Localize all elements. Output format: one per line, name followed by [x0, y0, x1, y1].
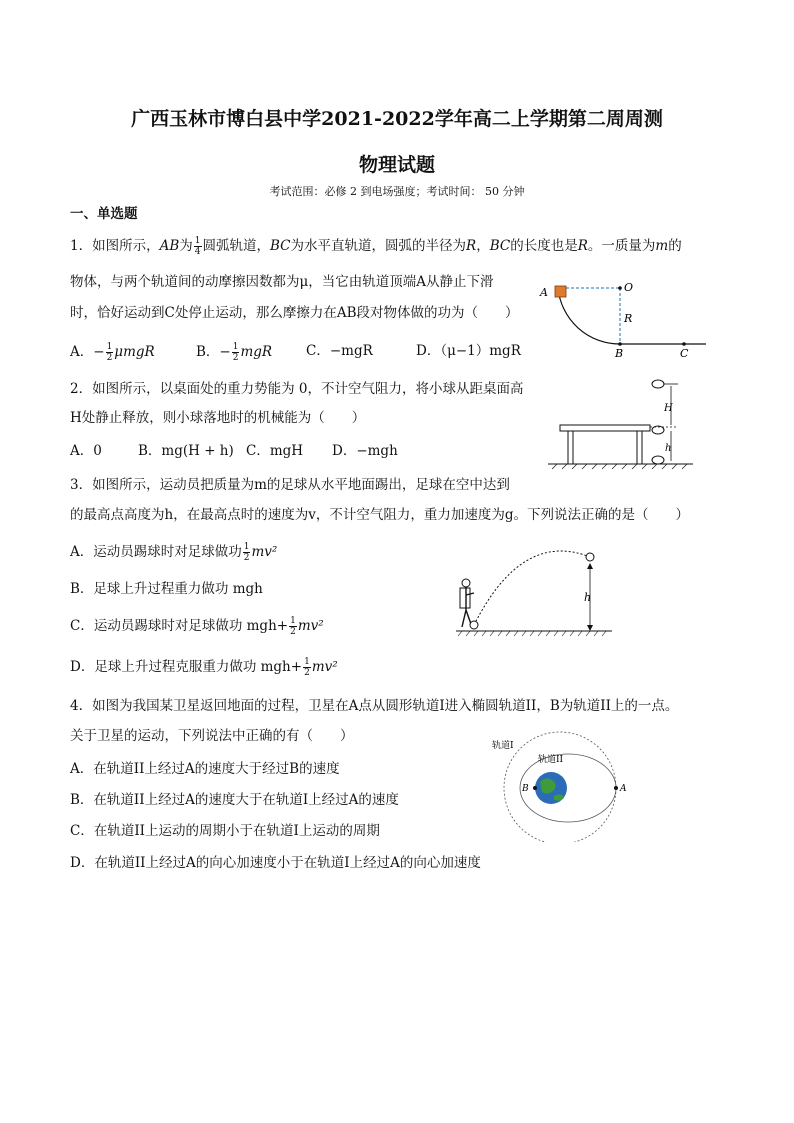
label-h: h — [584, 591, 592, 604]
q2-figure — [548, 375, 698, 470]
q2-option-a: A．0 — [70, 443, 102, 459]
q2-option-d: D．−mgh — [332, 443, 398, 459]
section-label: 一、单选题 — [70, 206, 138, 222]
q1-option-b: B．− $\frac{1}{2}$ mgR — [196, 342, 273, 363]
q4-option-d: D．在轨道II上经过A的向心加速度小于在轨道I上经过A的向心加速度 — [70, 855, 481, 871]
q3-option-c: C．运动员踢球时对足球做功 mgh+ $\frac{1}{2}$ mv² — [70, 616, 324, 637]
q1-option-d: D．（μ−1）mgR — [416, 343, 521, 359]
table-leg-left — [568, 431, 573, 464]
q2-line2: H处静止释放，则小球落地时的机械能为（ ） — [70, 410, 366, 426]
q2-option-b: B．mg(H + h) — [138, 443, 234, 459]
label-o: O — [624, 281, 634, 294]
point-o — [618, 286, 622, 290]
ball-start-icon — [470, 621, 478, 629]
ball-top-icon — [652, 380, 664, 388]
exam-info: 考试范围：必修 2 到电场强度；考试时间： 50 分钟 — [269, 185, 525, 198]
label-c: C — [680, 347, 689, 360]
q4-option-c: C．在轨道II上运动的周期小于在轨道I上运动的周期 — [70, 823, 380, 839]
q4-option-a: A．在轨道II上经过A的速度大于经过B的速度 — [70, 761, 340, 777]
ground-hatching — [458, 631, 606, 636]
q4-option-b: B．在轨道II上经过A的速度大于在轨道I上经过A的速度 — [70, 792, 399, 808]
table-top — [560, 425, 650, 431]
q3-option-a: A．运动员踢球时对足球做功 $\frac{1}{2}$ mv² — [70, 542, 278, 563]
q1-figure — [536, 278, 716, 360]
ball-ground-icon — [652, 456, 664, 464]
q1-option-c: C．−mgR — [306, 343, 373, 359]
player-head-icon — [462, 579, 470, 587]
q4-line1: 4．如图为我国某卫星返回地面的过程，卫星在A点从圆形轨道I进入椭圆轨道II，B为轨道II上的一点。 — [70, 698, 679, 714]
player-torso — [460, 588, 470, 608]
q3-line2: 的最高点高度为h，在最高点时的速度为v，不计空气阻力，重力加速度为g。下列说法正确的是（ ） — [70, 507, 689, 523]
label-a: A — [540, 286, 548, 299]
point-a — [614, 786, 618, 790]
label-a: A — [620, 784, 627, 794]
q3-option-d: D．足球上升过程克服重力做功 mgh+ $\frac{1}{2}$ mv² — [70, 657, 338, 678]
q1-line2: 物体，与两个轨道间的动摩擦因数都为μ，当它由轨道顶端A从静止下滑 — [70, 274, 494, 290]
page-title: 广西玉林市博白县中学2021-2022学年高二上学期第二周周测 — [131, 108, 663, 130]
q1-option-a: A．− $\frac{1}{2}$ μmgR — [70, 342, 155, 363]
label-h: h — [665, 443, 672, 454]
point-c — [682, 342, 686, 346]
point-b — [533, 786, 537, 790]
q1-fraction: $\frac{1}{4}$ — [194, 236, 201, 257]
q3-figure — [452, 545, 622, 643]
label-H: H — [664, 403, 673, 414]
table-leg-right — [637, 431, 642, 464]
ball-top-icon — [586, 553, 594, 561]
q2-option-c: C．mgH — [246, 443, 304, 459]
q1-line1: 1．如图所示，AB为 $\frac{1}{4}$ 圆弧轨道，BC为水平直轨道，圆弧的半径为R，BC的长度也是R。一质量为m的 — [70, 236, 682, 257]
label-orbit-2: 轨道II — [538, 755, 564, 765]
q4-line2: 关于卫星的运动，下列说法中正确的有（ ） — [70, 728, 354, 744]
block-icon — [555, 286, 566, 297]
q4-figure — [482, 730, 632, 842]
page-subtitle-title: 物理试题 — [358, 154, 435, 176]
q2-line1: 2．如图所示，以桌面处的重力势能为 0，不计空气阻力，将小球从距桌面高 — [70, 381, 524, 397]
arc-track — [558, 288, 620, 344]
q3-line1: 3．如图所示，运动员把质量为m的足球从水平地面踢出，足球在空中达到 — [70, 477, 510, 493]
q3-option-b: B．足球上升过程重力做功 mgh — [70, 581, 263, 597]
label-orbit-1: 轨道I — [492, 741, 514, 751]
ground-hatching — [552, 464, 687, 469]
label-b: B — [615, 347, 624, 360]
label-r: R — [624, 312, 633, 325]
trajectory-path — [474, 551, 590, 625]
q1-line3: 时，恰好运动到C处停止运动，那么摩擦力在AB段对物体做的功为（ ） — [70, 305, 519, 321]
label-b: B — [522, 784, 529, 794]
point-b — [618, 342, 622, 346]
